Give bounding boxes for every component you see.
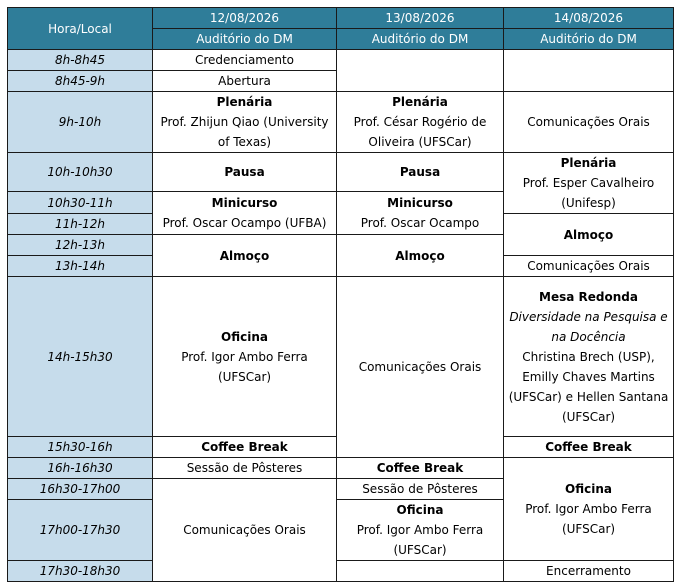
- day1-oficina-title: Oficina: [221, 329, 268, 344]
- day1-comunicacoes-orais: Comunicações Orais: [153, 479, 337, 582]
- time-slot: 17h00-17h30: [8, 500, 153, 561]
- time-slot: 16h30-17h00: [8, 479, 153, 500]
- day3-coffee-break: [504, 437, 674, 458]
- day3-mesa-title: Mesa Redonda: [539, 289, 638, 304]
- day3-mesa-line4: (UFSCar): [561, 409, 616, 424]
- venue-header-day1: Auditório do DM: [153, 29, 337, 50]
- time-slot: 8h45-9h: [8, 71, 153, 92]
- day3-oficina: [504, 458, 674, 561]
- day1-almoco: [153, 235, 337, 277]
- day3-mesa-line2: Emilly Chaves Martins: [522, 369, 655, 384]
- day3-plenaria-line1: Prof. Esper Cavalheiro: [522, 176, 655, 190]
- day1-plenaria: [153, 92, 337, 153]
- day2-pausa: [337, 153, 504, 192]
- day3-oficina-title: Oficina: [565, 482, 612, 496]
- day2-empty-cell: [337, 50, 504, 92]
- day1-coffee-break: [153, 437, 337, 458]
- date-header-day2: 13/08/2026: [337, 8, 504, 29]
- day2-oficina: [337, 500, 504, 561]
- time-slot: 14h-15h30: [8, 277, 153, 437]
- time-slot: 11h-12h: [8, 214, 153, 235]
- day2-coffee-label: Coffee Break: [376, 461, 464, 475]
- day1-minicurso-speaker: Prof. Oscar Ocampo (UFBA): [162, 216, 327, 230]
- time-slot: 10h-10h30: [8, 153, 153, 192]
- day2-oficina-title: Oficina: [396, 503, 444, 517]
- day1-abertura: Abertura: [153, 71, 337, 92]
- day1-oficina-line2: (UFSCar): [217, 369, 272, 384]
- day2-sessao-posteres: Sessão de Pôsteres: [337, 479, 504, 500]
- day3-oficina-line1: Prof. Igor Ambo Ferra: [525, 502, 652, 516]
- day1-minicurso: [153, 192, 337, 235]
- day2-plenaria: [337, 92, 504, 153]
- day3-almoco-label: Almoço: [563, 227, 614, 242]
- day2-coffee-break: [337, 458, 504, 479]
- day2-plenaria-line2: Oliveira (UFSCar): [368, 135, 472, 149]
- day2-minicurso-speaker: Prof. Oscar Ocampo: [360, 216, 480, 230]
- time-slot: 17h30-18h30: [8, 561, 153, 582]
- time-slot: 13h-14h: [8, 256, 153, 277]
- time-slot: 10h30-11h: [8, 192, 153, 214]
- day2-almoco-label: Almoço: [395, 248, 445, 263]
- schedule-table: [7, 7, 674, 582]
- day1-pausa: [153, 153, 337, 192]
- time-slot: 15h30-16h: [8, 437, 153, 458]
- day2-almoco: [337, 235, 504, 277]
- day1-pausa-label: Pausa: [224, 165, 265, 179]
- venue-header-day3: Auditório do DM: [504, 29, 674, 50]
- schedule-container: [7, 7, 674, 582]
- day3-plenaria-title: Plenária: [560, 156, 617, 170]
- day2-plenaria-title: Plenária: [392, 95, 448, 109]
- day1-plenaria-line2: of Texas): [217, 135, 272, 149]
- day1-minicurso-title: Minicurso: [211, 196, 278, 210]
- day2-comunicacoes-orais: Comunicações Orais: [337, 277, 504, 458]
- time-slot: 16h-16h30: [8, 458, 153, 479]
- time-slot: 9h-10h: [8, 92, 153, 153]
- day2-oficina-line1: Prof. Igor Ambo Ferra: [356, 523, 484, 537]
- day1-almoco-label: Almoço: [219, 248, 270, 263]
- day3-empty-cell: [504, 50, 674, 92]
- day3-plenaria-line2: (Unifesp): [561, 196, 616, 210]
- day2-empty-end: [337, 561, 504, 582]
- day3-mesa-theme1: Diversidade na Pesquisa e: [509, 309, 668, 324]
- day2-plenaria-line1: Prof. César Rogério de: [353, 115, 487, 129]
- date-header-day1: 12/08/2026: [153, 8, 337, 29]
- date-header-day3: 14/08/2026: [504, 8, 674, 29]
- day2-oficina-line2: (UFSCar): [393, 543, 447, 557]
- header-corner: Hora/Local: [8, 8, 153, 50]
- day3-almoco: [504, 214, 674, 256]
- day3-comunicacoes-orais-2: Comunicações Orais: [504, 256, 674, 277]
- day3-mesa-line3: (UFSCar) e Hellen Santana: [508, 389, 669, 404]
- venue-header-day2: Auditório do DM: [337, 29, 504, 50]
- day1-plenaria-title: Plenária: [216, 95, 273, 109]
- time-slot: 8h-8h45: [8, 50, 153, 71]
- day2-pausa-label: Pausa: [399, 165, 441, 179]
- day1-credenciamento: Credenciamento: [153, 50, 337, 71]
- day3-mesa-theme2: na Docência: [551, 329, 626, 344]
- day1-coffee-label: Coffee Break: [201, 440, 288, 454]
- day1-oficina-line1: Prof. Igor Ambo Ferra: [181, 349, 308, 364]
- day1-plenaria-line1: Prof. Zhijun Qiao (University: [160, 115, 329, 129]
- day2-minicurso: [337, 192, 504, 235]
- day3-encerramento: Encerramento: [504, 561, 674, 582]
- day3-mesa-redonda: [504, 277, 674, 437]
- day3-coffee-label: Coffee Break: [545, 440, 632, 454]
- day3-plenaria: [504, 153, 674, 214]
- day3-comunicacoes-orais: Comunicações Orais: [504, 92, 674, 153]
- day2-minicurso-title: Minicurso: [387, 196, 453, 210]
- day1-oficina: [153, 277, 337, 437]
- day1-sessao-posteres: Sessão de Pôsteres: [153, 458, 337, 479]
- time-slot: 12h-13h: [8, 235, 153, 256]
- day3-oficina-line2: (UFSCar): [561, 522, 616, 536]
- day3-mesa-line1: Christina Brech (USP),: [522, 349, 655, 364]
